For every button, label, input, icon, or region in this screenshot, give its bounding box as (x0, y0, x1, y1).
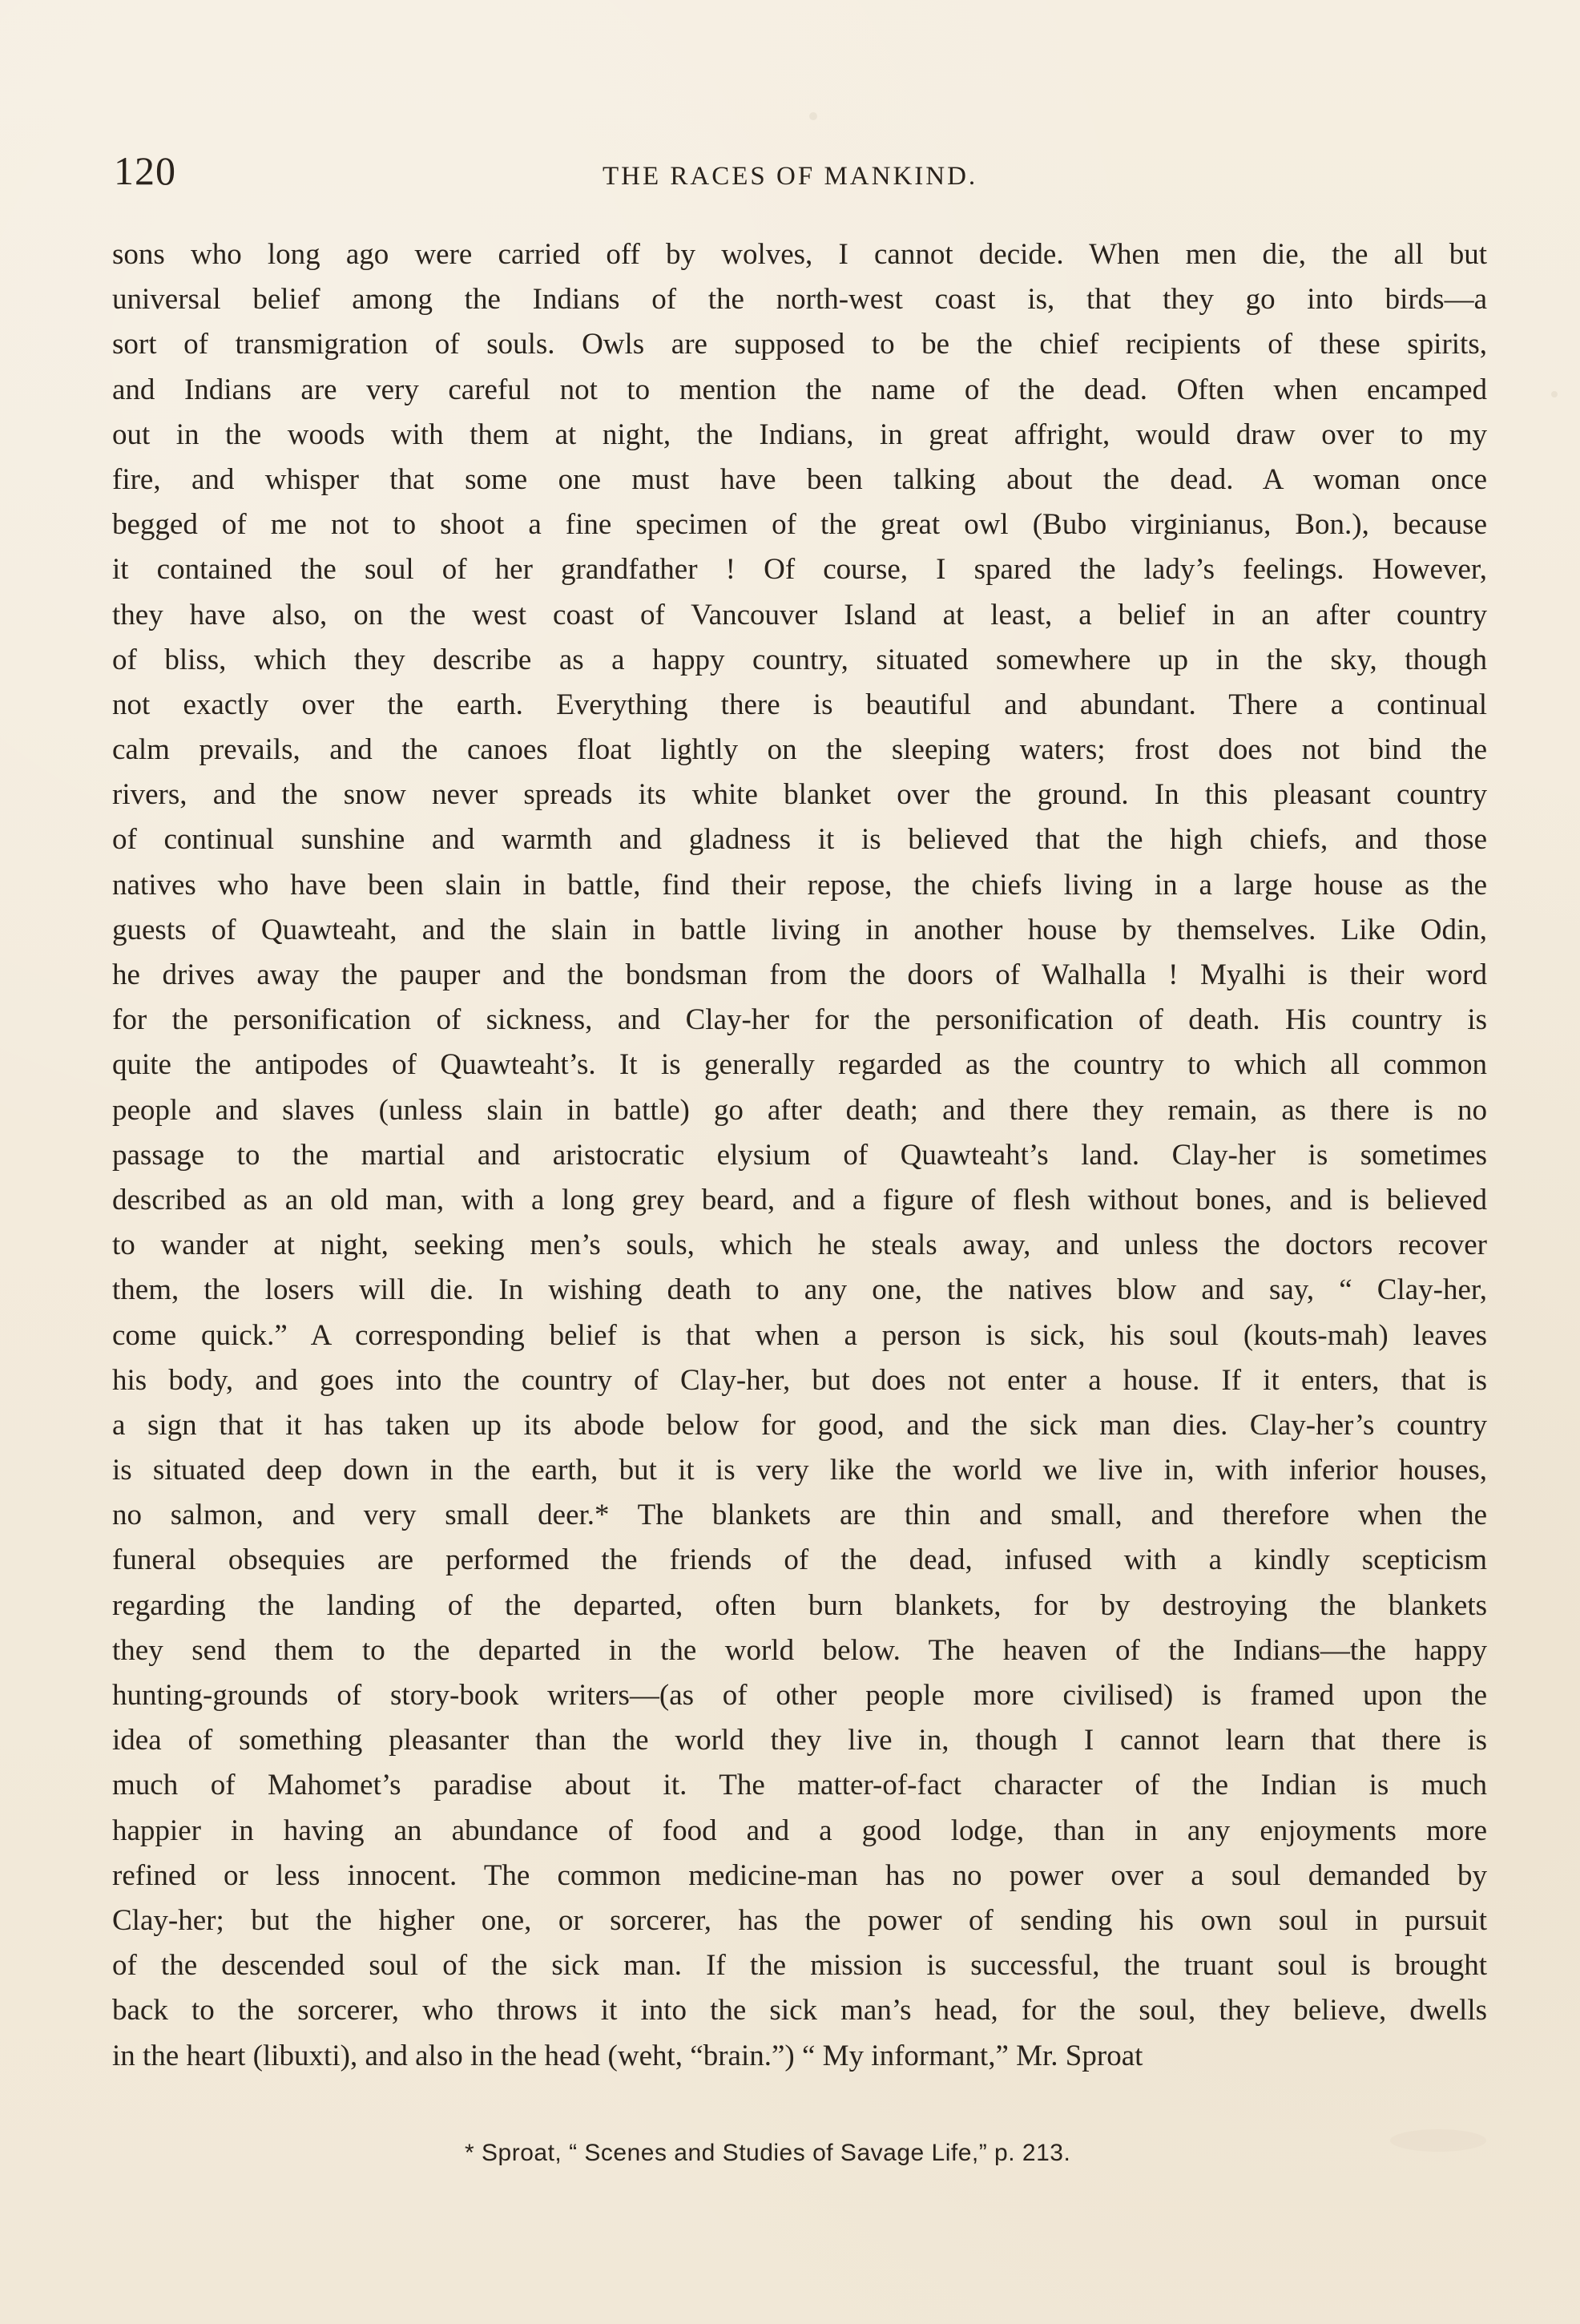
text-line: not exactly over the earth. Everything there is beautiful and abundant. There a continual (112, 688, 1487, 721)
text-line: for the personification of sickness, and Clay-her for the personification of death. His country is (112, 1003, 1487, 1037)
text-line: happier in having an abundance of food and a good lodge, than in any enjoyments more (112, 1814, 1487, 1847)
text-line: described as an old man, with a long grey beard, and a figure of flesh without bones, and is believed (112, 1183, 1487, 1216)
text-line: passage to the martial and aristocratic elysium of Quawteaht’s land. Clay-her is sometimes (112, 1138, 1487, 1172)
text-line: natives who have been slain in battle, find their repose, the chiefs living in a large house as the (112, 868, 1487, 902)
text-line: they have also, on the west coast of Vancouver Island at least, a belief in an after country (112, 598, 1487, 631)
text-line: of the descended soul of the sick man. If the mission is successful, the truant soul is brought (112, 1949, 1487, 1983)
text-line: sort of transmigration of souls. Owls are supposed to be the chief recipients of these spirits, (112, 328, 1487, 361)
text-line: his body, and goes into the country of Clay-her, but does not enter a house. If it enters, that is (112, 1363, 1487, 1397)
text-line: of bliss, which they describe as a happy country, situated somewhere up in the sky, though (112, 643, 1487, 676)
text-line: and Indians are very careful not to mention the name of the dead. Often when encamped (112, 373, 1487, 406)
paper-spot (809, 112, 817, 120)
text-line: come quick.” A corresponding belief is that when a person is sick, his soul (kouts-mah) leaves (112, 1318, 1487, 1352)
footnote: * Sproat, “ Scenes and Studies of Savage Life,” p. 213. (465, 2140, 1071, 2166)
text-line: calm prevails, and the canoes float lightly on the sleeping waters; frost does not bind the (112, 733, 1487, 767)
text-line: quite the antipodes of Quawteaht’s. It is generally regarded as the country to which all common (112, 1048, 1487, 1082)
text-line: funeral obsequies are performed the friends of the dead, infused with a kindly scepticism (112, 1543, 1487, 1577)
text-line: it contained the soul of her grandfather ! Of course, I spared the lady’s feelings. However, (112, 553, 1487, 587)
text-line: fire, and whisper that some one must have been talking about the dead. A woman once (112, 462, 1487, 496)
text-line: Clay-her; but the higher one, or sorcerer, has the power of sending his own soul in pursuit (112, 1903, 1487, 1937)
text-line: he drives away the pauper and the bondsman from the doors of Walhalla ! Myalhi is their word (112, 958, 1487, 991)
running-head: THE RACES OF MANKIND. (603, 162, 978, 191)
paper-stain (1390, 2129, 1486, 2152)
text-line: refined or less innocent. The common medicine-man has no power over a soul demanded by (112, 1858, 1487, 1892)
text-line: to wander at night, seeking men’s souls, which he steals away, and unless the doctors recover (112, 1229, 1487, 1262)
text-line: hunting-grounds of story-book writers—(as of other people more civilised) is framed upon the (112, 1679, 1487, 1712)
text-line: back to the sorcerer, who throws it into the sick man’s head, for the soul, they believe, dwells (112, 1994, 1487, 2027)
text-line: begged of me not to shoot a fine specimen of the great owl (Bubo virginianus, Bon.), because (112, 508, 1487, 542)
page-number: 120 (114, 148, 176, 193)
text-line: guests of Quawteaht, and the slain in battle living in another house by themselves. Like Odin, (112, 913, 1487, 946)
text-line: rivers, and the snow never spreads its white blanket over the ground. In this pleasant country (112, 778, 1487, 812)
text-line: much of Mahomet’s paradise about it. The matter-of-fact character of the Indian is much (112, 1769, 1487, 1802)
main-text (112, 232, 1487, 2108)
text-line: is situated deep down in the earth, but it is very like the world we live in, with inferior houses, (112, 1454, 1487, 1487)
text-line: them, the losers will die. In wishing death to any one, the natives blow and say, “ Clay-her, (112, 1273, 1487, 1307)
page-header (114, 148, 1490, 199)
text-line: a sign that it has taken up its abode below for good, and the sick man dies. Clay-her’s country (112, 1408, 1487, 1442)
text-line: they send them to the departed in the world below. The heaven of the Indians—the happy (112, 1633, 1487, 1667)
text-line: people and slaves (unless slain in battle) go after death; and there they remain, as there is no (112, 1093, 1487, 1127)
text-line: out in the woods with them at night, the Indians, in great affright, would draw over to my (112, 418, 1487, 451)
text-line: in the heart (libuxti), and also in the head (weht, “brain.”) “ My informant,” Mr. Sproat (112, 2039, 1143, 2072)
text-line: no salmon, and very small deer.* The blankets are thin and small, and therefore when the (112, 1499, 1487, 1532)
text-line: regarding the landing of the departed, often burn blankets, for by destroying the blankets (112, 1588, 1487, 1622)
paper-spot (1551, 391, 1558, 397)
text-line: of continual sunshine and warmth and gladness it is believed that the high chiefs, and those (112, 823, 1487, 857)
text-line: sons who long ago were carried off by wolves, I cannot decide. When men die, the all but (112, 238, 1487, 271)
text-line: universal belief among the Indians of the north-west coast is, that they go into birds—a (112, 283, 1487, 317)
text-line: idea of something pleasanter than the world they live in, though I cannot learn that there is (112, 1724, 1487, 1757)
